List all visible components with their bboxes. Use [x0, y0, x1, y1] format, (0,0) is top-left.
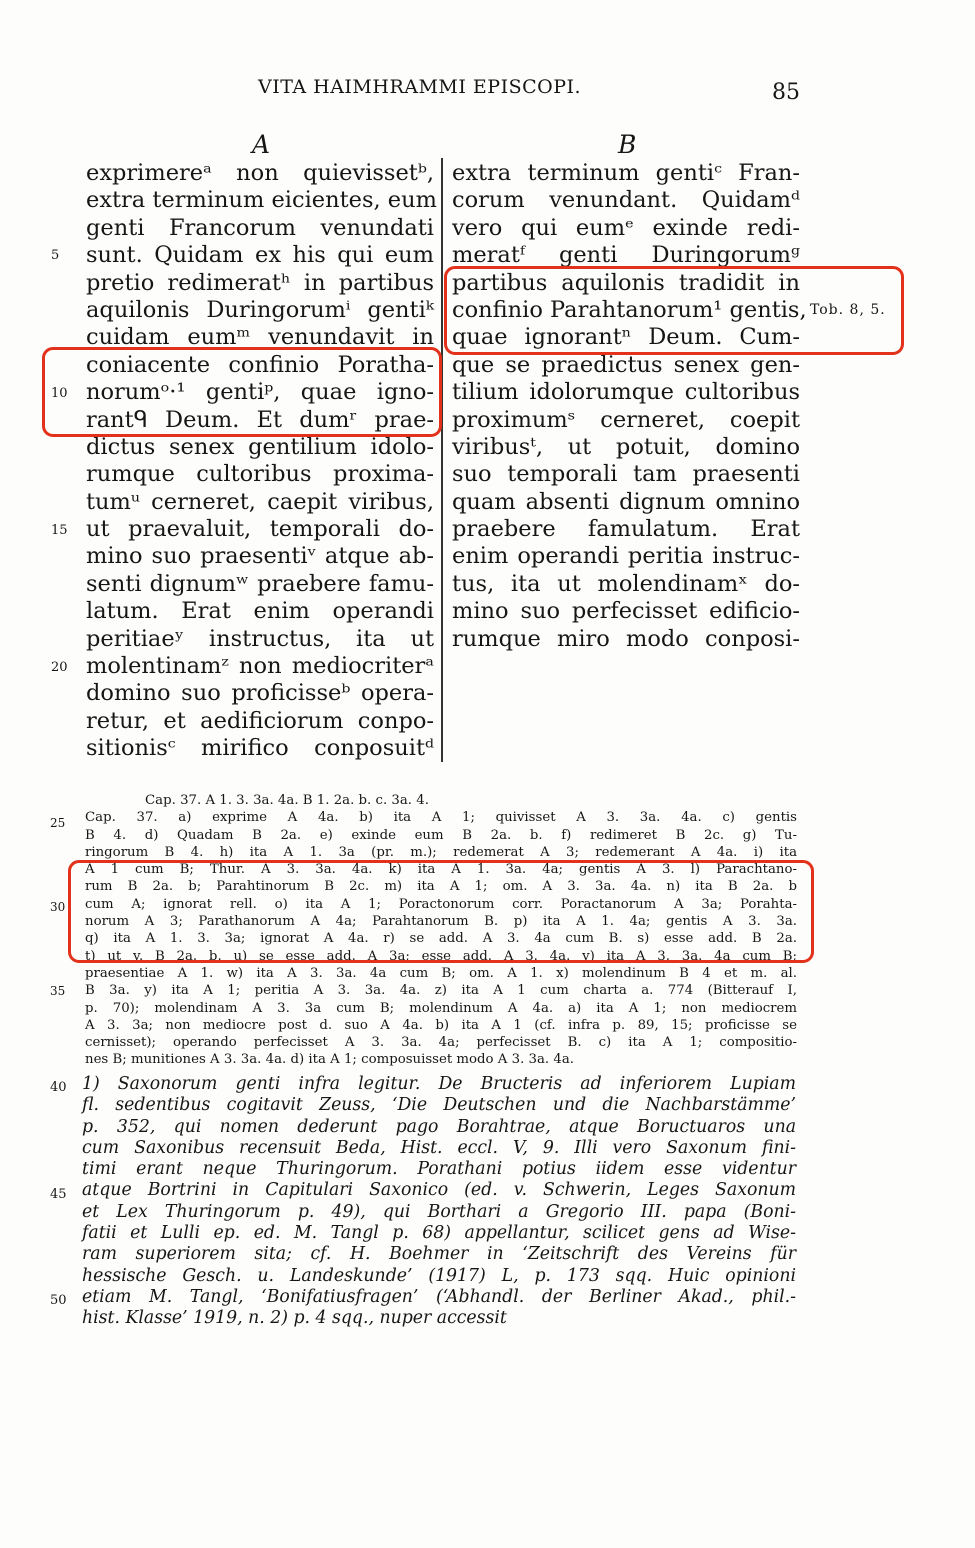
apparatus-line: Cap. 37. a) exprime A 4a. b) ita A 1; quivisset A 3. 3a. 4a. c) gentis [85, 810, 797, 826]
apparatus-line: cernisset); operando perfecisset A 3. 3a. 4a; perfecisset B. c) ita A 1; compositio- [85, 1035, 797, 1051]
apparatus-line: A 1 cum B; Thur. A 3. 3a. 4a. k) ita A 1. 3a. 4a; gentis A 3. l) Parachtano- [85, 862, 797, 878]
footnote-line: cum Saxonibus recensuit Beda, Hist. eccl. V, 9. Illi vero Saxonum fini- [82, 1137, 796, 1158]
column-a-line: tumᵘ cerneret, caepit viribus, [86, 488, 434, 515]
column-b-line: quam absenti dignum omnino [452, 488, 800, 515]
column-a-line: pretio redimeratʰ in partibus [86, 269, 434, 296]
column-b-label: B [618, 130, 637, 159]
highlight-box-column-b [444, 266, 904, 355]
column-a-line: ut praevaluit, temporali do- [86, 516, 434, 543]
line-number-10: 10 [51, 386, 68, 401]
apparatus-line: Cap. 37. A 1. 3. 3a. 4a. B 1. 2a. b. c. 3a. 4. [145, 793, 429, 808]
line-number-35: 35 [50, 984, 66, 998]
apparatus-line: A 3. 3a; non mediocre post d. suo A 4a. b) ita A 1 (cf. infra p. 89, 15; proficisse se [85, 1017, 797, 1033]
apparatus-line: rum B 2a. b; Parahtinorum B 2c. m) ita A 1; om. A 3. 3a. 4a. n) ita B 2a. b [85, 879, 797, 895]
apparatus-line: q) ita A 1. 3. 3a; ignorat A 4a. r) se add. A 3. 4a cum B. s) esse add. B 2a. [85, 931, 797, 947]
column-b-line: rumque miro modo conposi- [452, 625, 800, 652]
column-b-line: tilium idolorumque cultoribus [452, 379, 800, 406]
line-number-25: 25 [50, 816, 66, 830]
column-a-line: genti Francorum venundati [86, 214, 434, 241]
apparatus-line: cum A; ignorat rell. o) ita A 1; Poractonorum corr. Poractanorum A 3a; Porahta- [85, 896, 797, 912]
footnote-line: fatii et Lulli ep. ed. M. Tangl p. 68) appellantur, scilicet gens ad Wise- [82, 1223, 796, 1244]
column-b-line: partibus aquilonis tradidit in [452, 269, 800, 296]
column-b-line: mino suo perfecisset edificio- [452, 598, 800, 625]
apparatus-line: praesentiae A 1. w) ita A 3. 3a. 4a cum B; om. A 1. x) molendinum B 4 et m. al. [85, 965, 797, 981]
apparatus-line: ringorum B 4. h) ita A 1. 3a (pr. m.); redemerat A 3; redemerant A 4a. i) ita [85, 844, 797, 860]
column-a-line: cuidam eumᵐ venundavit in [86, 324, 434, 351]
line-number-30: 30 [50, 900, 66, 914]
page-number: 85 [772, 80, 800, 105]
column-b-line: meratᶠ genti Duringorumᵍ [452, 242, 800, 269]
line-number-5: 5 [51, 248, 60, 263]
footnote-line: 1) Saxonorum genti infra legitur. De Bructeris ad inferiorem Lupiam [82, 1074, 796, 1094]
margin-reference: Tob. 8, 5. [810, 302, 886, 318]
highlight-box-column-a [42, 347, 442, 437]
column-a-line: rumque cultoribus proxima- [86, 461, 434, 488]
column-a-line: peritiaeʸ instructus, ita ut [86, 625, 434, 652]
column-a-line: exprimereᵃ non quievissetᵇ, [86, 160, 434, 186]
page-header [0, 74, 975, 108]
column-divider [441, 158, 443, 762]
column-a-line: aquilonis Duringorumⁱ gentiᵏ [86, 296, 434, 323]
footnote-line: p. 352, qui nomen dederunt pago Borahtrae, atque Boructuaros una [82, 1116, 796, 1137]
column-a-line: extra terminum eicientes, eum [86, 187, 437, 214]
line-number-20: 20 [51, 660, 68, 675]
column-b-line: que se praedictus senex gen- [452, 351, 800, 378]
apparatus-line: p. 70); molendinam A 3. 3a cum B; molendinum A 4a. a) ita A 1; non mediocrem [85, 1000, 797, 1016]
footnote-line: timi erant neque Thuringorum. Porathani potius iidem esse videntur [82, 1159, 796, 1180]
footnote-line: et Lex Thuringorum p. 49), qui Borthari a Gregorio III. papa (Boni- [82, 1201, 796, 1222]
column-b-text [452, 160, 807, 653]
footnote-line: atque Bortrini in Capitulari Saxonico (ed. v. Schwerin, Leges Saxonum [82, 1180, 796, 1201]
column-b-line: confinio Parahtanorum¹ gentis, [452, 296, 807, 323]
column-b-line: viribusᵗ, ut potuit, domino [452, 433, 800, 460]
column-a-line: coniacente confinio Poratha- [86, 351, 434, 378]
column-b-line: extra terminum gentiᶜ Fran- [452, 160, 800, 186]
column-a-line: dictus senex gentilium idolo- [86, 433, 434, 460]
line-number-50: 50 [50, 1293, 67, 1308]
column-a-text [86, 160, 437, 763]
column-a-line: molentinamᶻ non mediocriterᵃ [86, 653, 434, 680]
apparatus-line: B 3a. y) ita A 1; peritia A 3. 3a. 4a. z) ita A 1 cum charta a. 774 (Bitterauf I, [85, 983, 797, 999]
column-a-line: norumᵒ·¹ gentiᵖ, quae igno- [86, 379, 434, 406]
apparatus-line: B 4. d) Quadam B 2a. e) exinde eum B 2a. b. f) redimeret B 2c. g) Tu- [85, 827, 797, 843]
line-number-45: 45 [50, 1187, 67, 1202]
apparatus-line: nes B; munitiones A 3. 3a. 4a. d) ita A 1; composuisset modo A 3. 3a. 4a. [85, 1052, 574, 1068]
column-b-line: vero qui eumᵉ exinde redi- [452, 214, 800, 241]
column-b-line: proximumˢ cerneret, coepit [452, 406, 800, 433]
column-a-line: retur, et aedificiorum conpo- [86, 707, 434, 734]
column-a-line: rantᑫ Deum. Et dumʳ prae- [86, 406, 434, 433]
footnote-line: fl. sedentibus cogitavit Zeuss, ‘Die Deutschen und die Nachbarstämme’ [82, 1095, 796, 1116]
column-a-line: sunt. Quidam ex his qui eum [86, 242, 434, 269]
column-a-line: senti dignumʷ praebere famu- [86, 570, 434, 597]
apparatus-line: norum A 3; Parathanorum A 4a; Parahtanorum B. p) ita A 1. 4a; gentis A 3. 3a. [85, 914, 797, 930]
column-b-line: quae ignorantⁿ Deum. Cum- [452, 324, 800, 351]
column-b-line: corum venundant. Quidamᵈ [452, 187, 800, 214]
footnote-line: hist. Klasse’ 1919, n. 2) p. 4 sqq., nuper accessit [82, 1308, 507, 1329]
footnote-line: ram superiorem sita; cf. H. Boehmer in ‘Zeitschrift des Vereins für [82, 1244, 796, 1265]
line-number-40: 40 [50, 1080, 67, 1095]
column-a-line: sitionisᶜ mirifico conposuitᵈ [86, 735, 434, 762]
column-a-line: latum. Erat enim operandi [86, 598, 434, 625]
apparatus-line: t) ut v. B 2a. b. u) se esse add. A 3a; esse add. A 3. 4a. v) ita A 3. 3a. 4a cum B; [85, 948, 797, 964]
footnote-line: hessische Gesch. u. Landeskunde’ (1917) L, p. 173 sqq. Huic opinioni [82, 1265, 796, 1286]
running-title: VITA HAIMHRAMMI EPISCOPI. [258, 76, 582, 98]
line-number-15: 15 [51, 523, 68, 538]
footnotes [82, 1074, 796, 1330]
column-a-line: domino suo proficisseᵇ opera- [86, 680, 434, 707]
column-b-line: praebere famulatum. Erat [452, 516, 800, 543]
column-a-label: A [252, 130, 271, 159]
column-b-line: suo temporali tam praesenti [452, 461, 800, 488]
footnote-line: etiam M. Tangl, ‘Bonifatiusfragen’ (‘Abhandl. der Berliner Akad., phil.- [82, 1286, 796, 1307]
column-a-line: mino suo praesentiᵛ atque ab- [86, 543, 434, 570]
column-b-line: enim operandi peritia instruc- [452, 543, 800, 570]
column-b-line: tus, ita ut molendinamˣ do- [452, 570, 800, 597]
highlight-box-apparatus [68, 860, 814, 963]
